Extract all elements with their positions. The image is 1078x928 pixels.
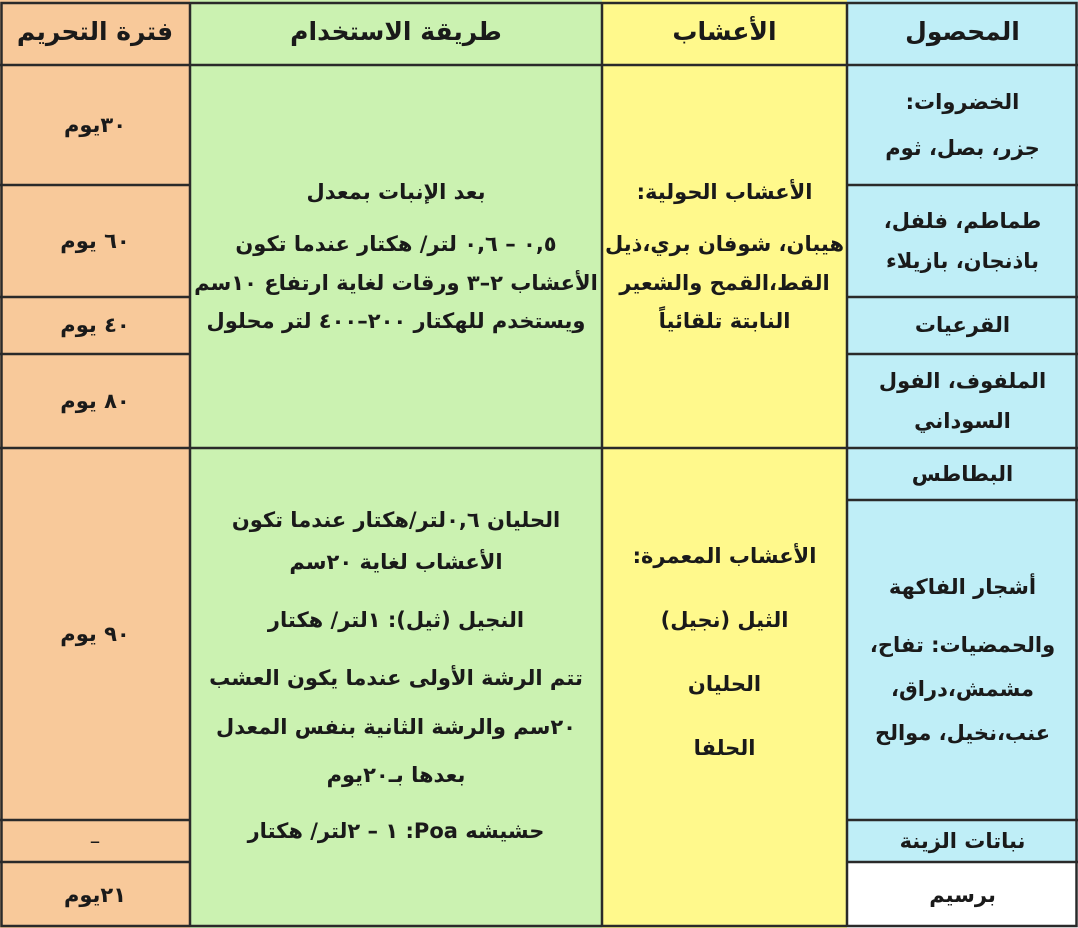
crop-line: السوداني <box>914 409 1011 433</box>
crop-line: أشجار الفاكهة <box>888 574 1037 599</box>
crop-line: باذنجان، بازيلاء <box>885 249 1040 273</box>
method-line: الحليان ٠,٦لتر/هكتار عندما تكون <box>231 508 561 532</box>
method-line: الأعشاب لغاية ٢٠سم <box>289 550 503 575</box>
period-cell: ٩٠ يوم <box>0 448 190 820</box>
period-cell: ٤٠ يوم <box>0 297 190 354</box>
period-cell: ٢١يوم <box>0 862 190 928</box>
crop-line: طماطم، فلفل، <box>883 208 1042 233</box>
crop-line: والحمضيات: تفاح، <box>869 632 1056 657</box>
header-method: طريقة الاستخدام <box>190 0 602 65</box>
period-cell: ٨٠ يوم <box>0 354 190 448</box>
header-period: فترة التحريم <box>0 0 190 65</box>
weeds-perennial <box>602 448 847 928</box>
crop-cell <box>847 354 1078 448</box>
crop-line: برسيم <box>929 882 996 907</box>
weeds-line: الثيل (نجيل) <box>660 608 789 633</box>
crop-cell <box>847 820 1078 862</box>
method-line: النجيل (ثيل): ١لتر/ هكتار <box>267 608 525 633</box>
header-crop: المحصول <box>847 0 1078 65</box>
method-perennial <box>190 448 602 928</box>
weeds-line: الحلفا <box>693 736 756 761</box>
method-line: ويستخدم للهكتار ٢٠٠–٤٠٠ لتر محلول <box>206 308 586 333</box>
weeds-line: القط،القمح والشعير <box>619 270 830 295</box>
weeds-line: هيبان، شوفان بري،ذيل <box>604 232 845 257</box>
period-cell: – <box>0 820 190 862</box>
crop-line: نباتات الزينة <box>899 828 1026 853</box>
period-cell: ٦٠ يوم <box>0 185 190 297</box>
crop-line: مشمش،دراق، <box>891 677 1034 701</box>
method-line: بعد الإنبات بمعدل <box>306 180 486 205</box>
crop-cell <box>847 297 1078 354</box>
crop-line: عنب،نخيل، موالح <box>874 721 1051 746</box>
crop-cell <box>847 185 1078 297</box>
crop-line: الملفوف، الفول <box>878 368 1047 393</box>
method-line: حشيشه Poa: ١ – ٢لتر/ هكتار <box>247 818 545 843</box>
crop-cell <box>847 65 1078 185</box>
crop-line: الخضروات: <box>905 89 1020 114</box>
weeds-line: الأعشاب المعمرة: <box>632 544 817 568</box>
method-line: ٠,٥ – ٠,٦ لتر/ هكتار عندما تكون <box>235 232 557 257</box>
weeds-line: الحليان <box>687 672 762 697</box>
crop-line: البطاطس <box>911 461 1014 486</box>
weeds-line: الأعشاب الحولية: <box>636 180 813 205</box>
weeds-annual <box>602 65 847 448</box>
method-line: الأعشاب ٢–٣ ورقات لغاية ارتفاع ١٠سم <box>194 270 598 295</box>
method-annual <box>190 65 602 448</box>
crop-line: القرعيات <box>914 313 1011 338</box>
method-line: تتم الرشة الأولى عندما يكون العشب <box>209 666 583 691</box>
crop-cell <box>847 448 1078 500</box>
period-cell: ٣٠يوم <box>0 65 190 185</box>
weeds-line: النابتة تلقائياً <box>658 308 791 333</box>
crop-cell <box>847 862 1078 928</box>
header-weeds: الأعشاب <box>602 0 847 65</box>
crop-line: جزر، بصل، ثوم <box>885 135 1040 160</box>
crop-cell <box>847 500 1078 820</box>
method-line: ٢٠سم والرشة الثانية بنفس المعدل <box>216 714 576 739</box>
method-line: بعدها بـ٢٠يوم <box>326 762 466 787</box>
